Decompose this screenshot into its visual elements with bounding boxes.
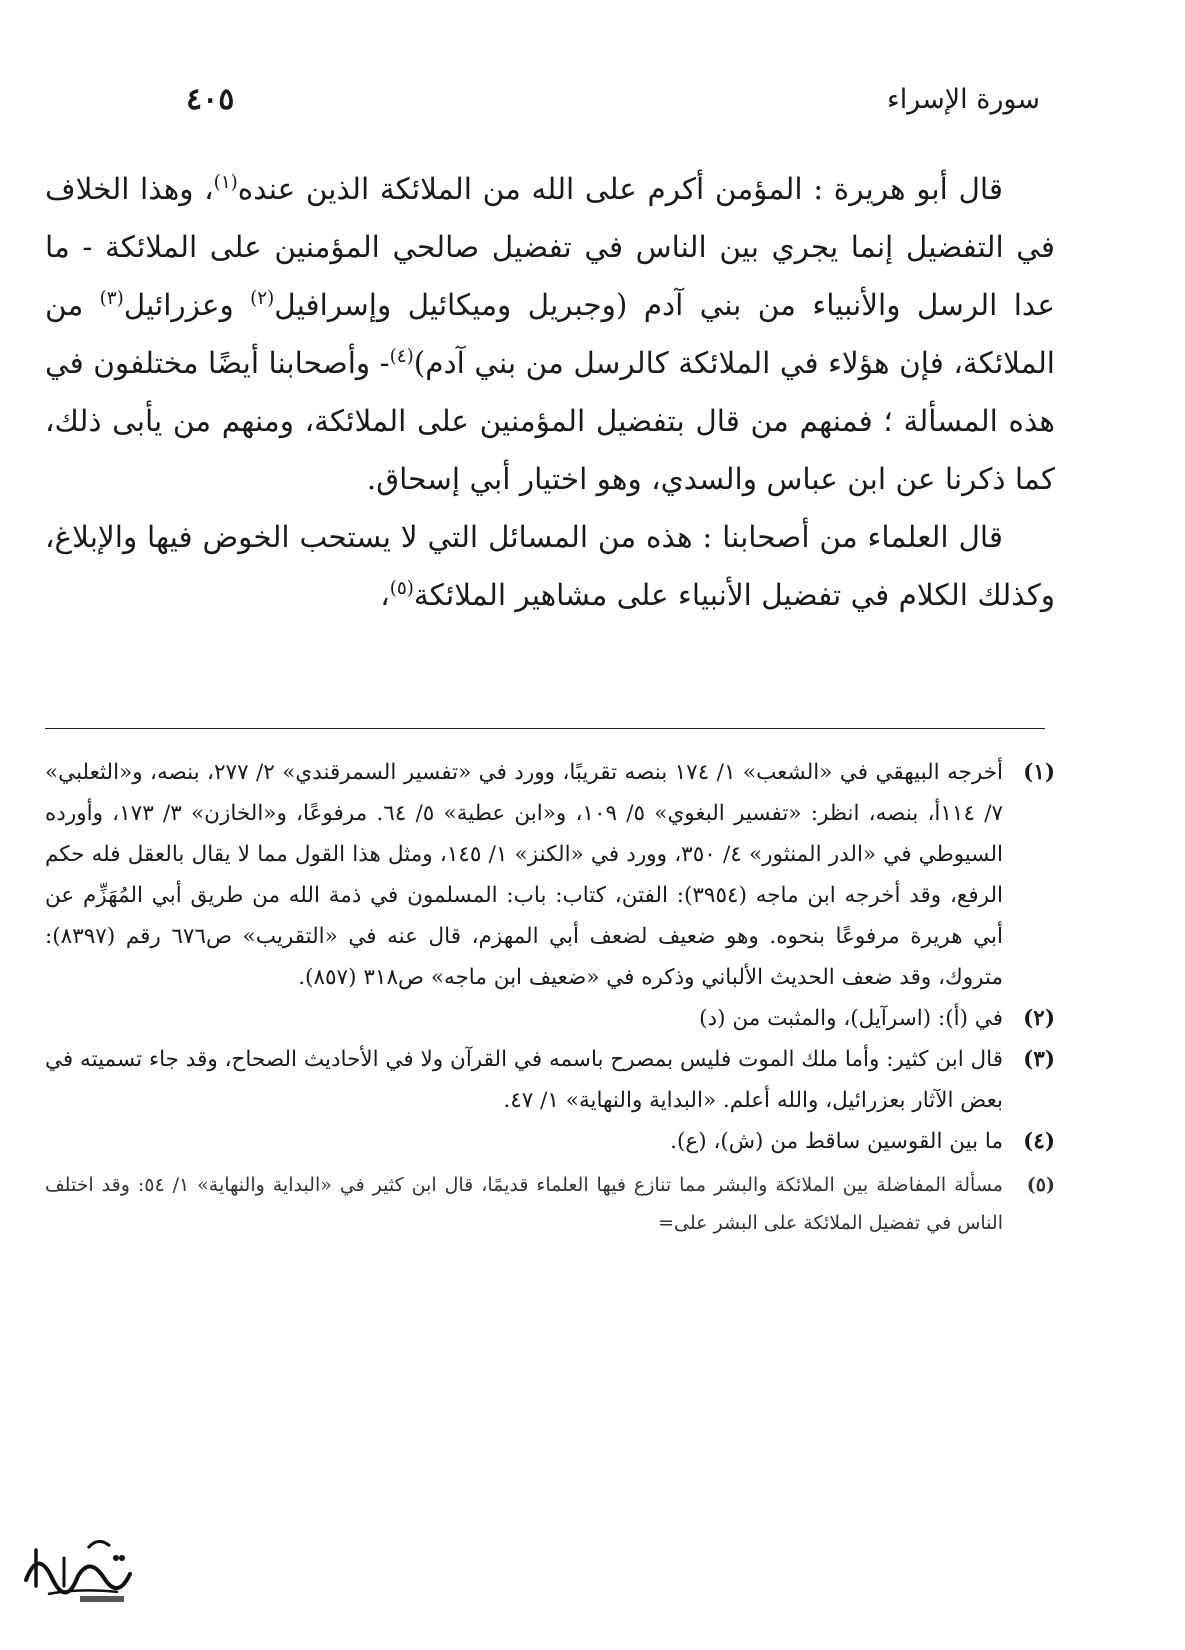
footnote-ref-1: (١): [213, 172, 238, 194]
para1-text-c: وعزرائيل: [123, 288, 251, 322]
footnote-text: ما بين القوسين ساقط من (ش)، (ع).: [670, 1129, 1003, 1154]
publisher-logo: [18, 1528, 138, 1608]
footnote-separator: [45, 728, 1045, 729]
para1-text-e: - وأصحابنا أيضًا مختلفون في هذه المسألة ؛ فمنهم من قال بتفضيل المؤمنين على الملائكة، ومنهم من يأبى ذلك، كما ذكرنا عن ابن عباس والسدي، وهو اختيار أبي إسحاق.: [45, 346, 1055, 496]
page-number: ٤٠٥: [186, 82, 235, 117]
footnote-2: [45, 998, 1055, 1039]
page-header: [186, 84, 1040, 128]
footnote-number: (٥): [1026, 1174, 1055, 1196]
footnote-ref-2: (٢): [250, 288, 275, 310]
footnote-ref-5: (٥): [389, 578, 414, 600]
footnote-5: [45, 1166, 1055, 1242]
footnote-number: (٢): [1023, 1006, 1055, 1031]
footnote-ref-3: (٣): [99, 288, 124, 310]
para1-text-d: من الملائكة، فإن هؤلاء في الملائكة كالرسل من بني آدم): [45, 288, 1056, 380]
surah-title: سورة الإسراء: [887, 84, 1040, 115]
footnote-number: (١): [1023, 760, 1055, 785]
footnote-3: [45, 1039, 1055, 1121]
footnote-text: قال ابن كثير: وأما ملك الموت فليس بمصرح باسمه في القرآن ولا في الأحاديث الصحاح، وقد جاء تسميته في بعض الآثار بعزرائيل، والله أعلم. «البداية والنهاية» ١/ ٤٧.: [45, 1047, 1003, 1113]
logo-icon: [18, 1528, 138, 1608]
footnote-number: (٤): [1023, 1129, 1055, 1154]
footnote-4: [45, 1121, 1055, 1162]
footnote-ref-4: (٤): [389, 346, 414, 368]
paragraph-2: [45, 508, 1055, 624]
footnote-text: في (أ): (اسرآيل)، والمثبت من (د): [699, 1006, 1003, 1031]
paragraph-1: [45, 160, 1055, 508]
para1-text-b: ، وهذا الخلاف في التفضيل إنما يجري بين الناس في تفضيل صالحي المؤمنين على الملائكة - ما عدا الرسل والأنبياء من بني آدم (وجبريل وميكائيل وإسرافيل: [45, 172, 1055, 322]
para2-text-b: ،: [380, 578, 390, 612]
para1-text-a: قال أبو هريرة : المؤمن أكرم على الله من الملائكة الذين عنده: [237, 172, 1003, 206]
footnote-text: مسألة المفاضلة بين الملائكة والبشر مما تنازع فيها العلماء قديمًا، قال ابن كثير في «البداية والنهاية» ١/ ٥٤: وقد اختلف الناس في تفضيل الملائكة على البشر على=: [45, 1174, 1003, 1234]
footnote-text: أخرجه البيهقي في «الشعب» ١/ ١٧٤ بنصه تقريبًا، وورد في «تفسير السمرقندي» ٢/ ٢٧٧، بنصه، و«الثعلبي» ٧/ ١١٤أ، بنصه، انظر: «تفسير البغوي» ٥/ ١٠٩، و«ابن عطية» ٥/ ٦٤. مرفوعًا، و«الخازن» ٣/ ١٧٣، وأورده السيوطي في «الدر المنثور» ٤/ ٣٥٠، وورد في «الكنز» ١/ ١٤٥، ومثل هذا القول مما لا يقال بالعقل فله حكم الرفع، وقد أخرجه ابن ماجه (٣٩٥٤): الفتن، كتاب: باب: المسلمون في ذمة الله من طريق أبي المُهَزِّم عن أبي هريرة مرفوعًا بنحوه. وهو ضعيف لضعف أبي المهزم، قال عنه في «التقريب» ص٦٧٦ رقم (٨٣٩٧): متروك، وقد ضعف الحديث الألباني وذكره في «ضعيف ابن ماجه» ص٣١٨ (٨٥٧).: [45, 760, 1004, 990]
footnote-number: (٣): [1023, 1047, 1055, 1072]
footnote-1: [45, 752, 1055, 998]
main-text: [45, 160, 1055, 624]
footnotes: [45, 752, 1055, 1242]
para2-text-a: قال العلماء من أصحابنا : هذه من المسائل التي لا يستحب الخوض فيها والإبلاغ، وكذلك الكلام في تفضيل الأنبياء على مشاهير الملائكة: [45, 520, 1055, 612]
